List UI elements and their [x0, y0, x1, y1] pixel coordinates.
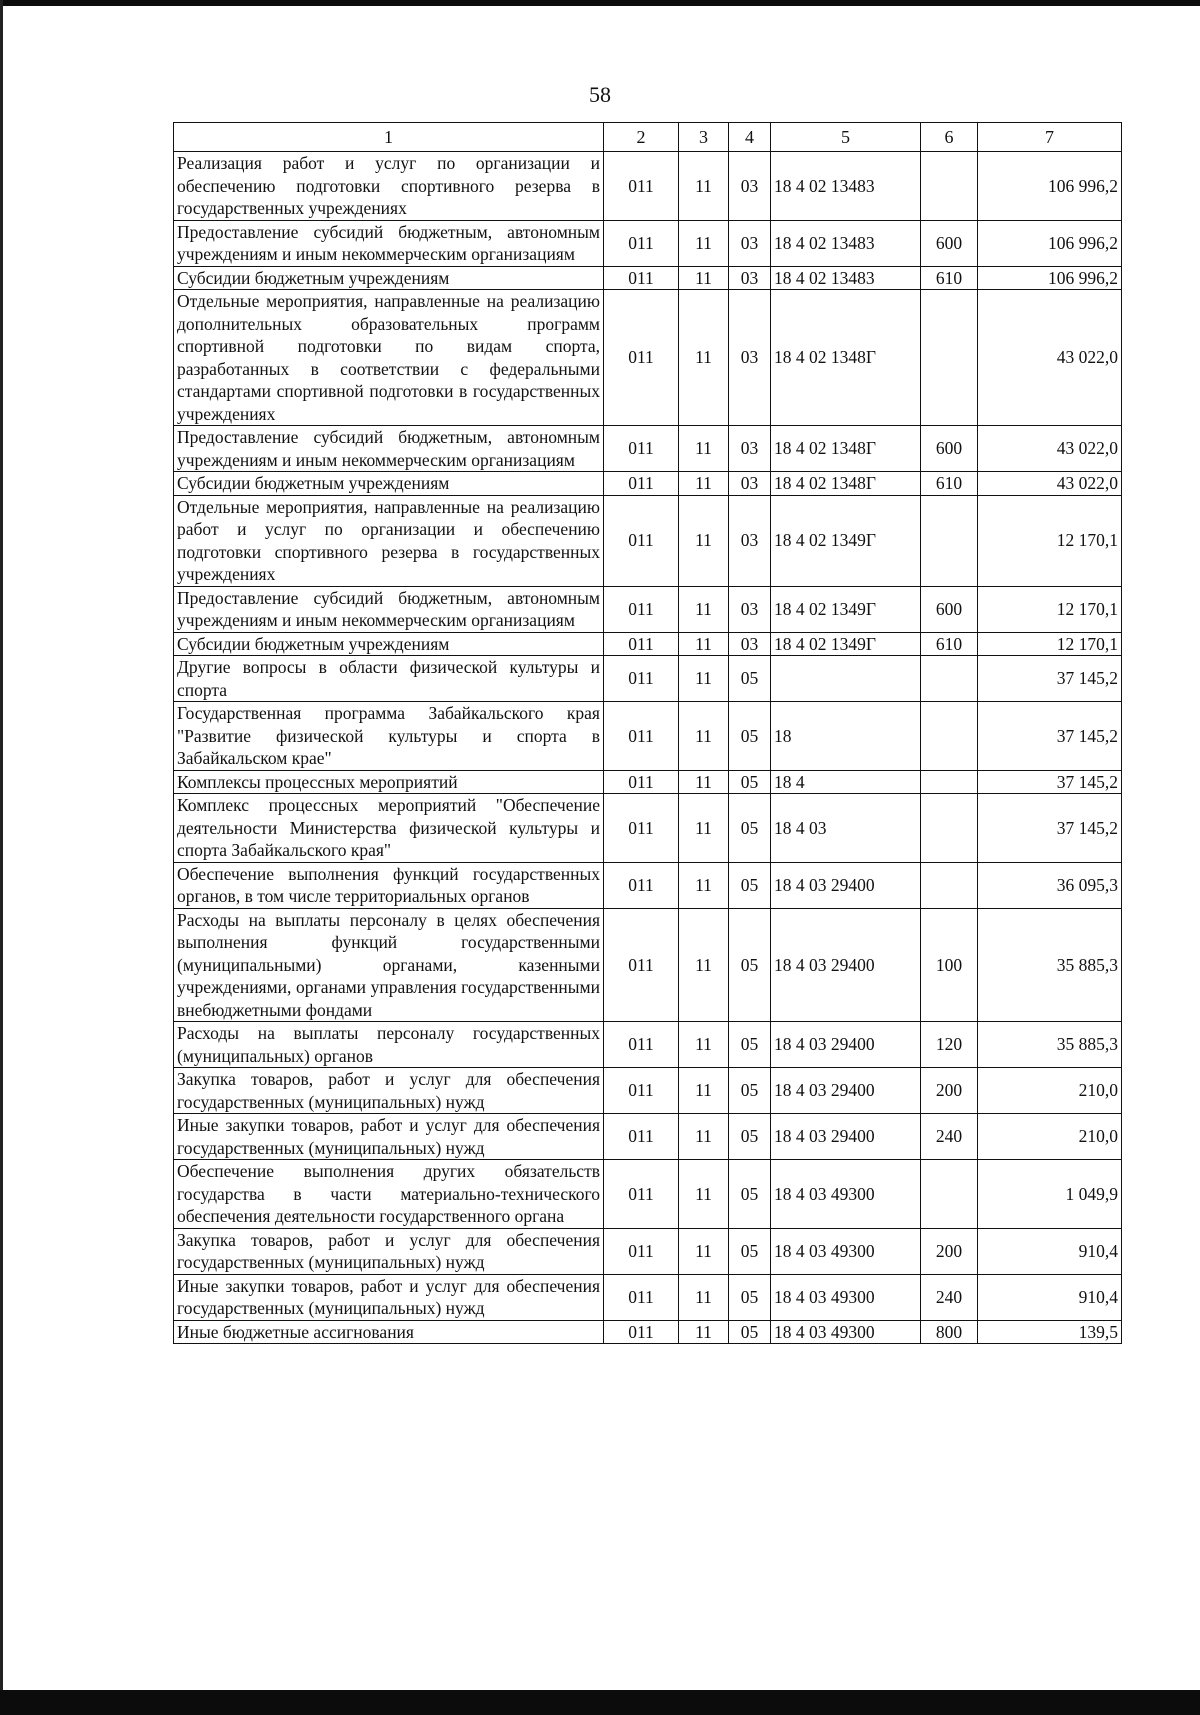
page-number: 58: [589, 82, 611, 107]
row-subsection-cell: 03: [729, 472, 771, 496]
row-expense-type-cell: [921, 290, 978, 426]
row-amount-cell: 106 996,2: [978, 152, 1122, 221]
row-name-cell: Государственная программа Забайкальского края "Развитие физической культуры и спорта в Забайкальском крае": [174, 702, 604, 771]
row-expense-type-cell: 600: [921, 220, 978, 266]
row-subsection-cell: 03: [729, 290, 771, 426]
row-name-cell: Иные закупки товаров, работ и услуг для обеспечения государственных (муниципальных) нужд: [174, 1114, 604, 1160]
row-target-article-cell: 18 4 02 13483: [771, 266, 921, 290]
row-ministry-code-cell: 011: [604, 495, 679, 586]
row-subsection-cell: 05: [729, 1114, 771, 1160]
table-row: [174, 1228, 1122, 1274]
row-subsection-cell: 05: [729, 1068, 771, 1114]
header-cell: 5: [771, 123, 921, 152]
row-amount-cell: 1 049,9: [978, 1160, 1122, 1229]
row-target-article-cell: 18 4 03 49300: [771, 1228, 921, 1274]
row-name-cell: Отдельные мероприятия, направленные на реализацию работ и услуг по организации и обеспечению подготовки спортивного резерва в государственных учреждениях: [174, 495, 604, 586]
row-name-cell: Обеспечение выполнения функций государственных органов, в том числе территориальных органов: [174, 862, 604, 908]
row-subsection-cell: 03: [729, 266, 771, 290]
row-target-article-cell: 18 4 03 49300: [771, 1160, 921, 1229]
table-row: [174, 152, 1122, 221]
row-amount-cell: 12 170,1: [978, 632, 1122, 656]
row-expense-type-cell: [921, 152, 978, 221]
row-target-article-cell: 18 4 02 1348Г: [771, 290, 921, 426]
row-ministry-code-cell: 011: [604, 1114, 679, 1160]
table-row: [174, 770, 1122, 794]
row-expense-type-cell: 120: [921, 1022, 978, 1068]
row-target-article-cell: 18 4 02 13483: [771, 220, 921, 266]
row-ministry-code-cell: 011: [604, 220, 679, 266]
row-expense-type-cell: [921, 495, 978, 586]
row-expense-type-cell: 610: [921, 266, 978, 290]
row-expense-type-cell: 100: [921, 908, 978, 1022]
row-section-cell: 11: [679, 1114, 729, 1160]
row-amount-cell: 210,0: [978, 1114, 1122, 1160]
row-amount-cell: 36 095,3: [978, 862, 1122, 908]
table-row: [174, 426, 1122, 472]
row-target-article-cell: 18 4 02 1349Г: [771, 632, 921, 656]
row-name-cell: Закупка товаров, работ и услуг для обеспечения государственных (муниципальных) нужд: [174, 1068, 604, 1114]
row-name-cell: Субсидии бюджетным учреждениям: [174, 632, 604, 656]
row-ministry-code-cell: 011: [604, 770, 679, 794]
row-name-cell: Субсидии бюджетным учреждениям: [174, 472, 604, 496]
row-target-article-cell: 18 4 02 1348Г: [771, 426, 921, 472]
row-amount-cell: 106 996,2: [978, 266, 1122, 290]
table-row: [174, 794, 1122, 863]
row-ministry-code-cell: 011: [604, 862, 679, 908]
scan-bottom-edge: [0, 1690, 1200, 1715]
table-row: [174, 586, 1122, 632]
row-target-article-cell: 18 4 03 29400: [771, 862, 921, 908]
row-amount-cell: 106 996,2: [978, 220, 1122, 266]
row-amount-cell: 37 145,2: [978, 656, 1122, 702]
header-cell: 3: [679, 123, 729, 152]
row-expense-type-cell: [921, 1160, 978, 1229]
row-name-cell: Иные закупки товаров, работ и услуг для обеспечения государственных (муниципальных) нужд: [174, 1274, 604, 1320]
row-name-cell: Обеспечение выполнения других обязательств государства в части материально-технического обеспечения деятельности государственного органа: [174, 1160, 604, 1229]
scan-left-edge: [0, 0, 3, 1715]
row-amount-cell: 910,4: [978, 1274, 1122, 1320]
row-section-cell: 11: [679, 1320, 729, 1344]
row-ministry-code-cell: 011: [604, 152, 679, 221]
row-name-cell: Субсидии бюджетным учреждениям: [174, 266, 604, 290]
row-amount-cell: 43 022,0: [978, 472, 1122, 496]
row-ministry-code-cell: 011: [604, 1274, 679, 1320]
table-row: [174, 1068, 1122, 1114]
row-ministry-code-cell: 011: [604, 656, 679, 702]
row-name-cell: Расходы на выплаты персоналу государственных (муниципальных) органов: [174, 1022, 604, 1068]
row-subsection-cell: 05: [729, 1274, 771, 1320]
row-name-cell: Комплекс процессных мероприятий "Обеспечение деятельности Министерства физической культуры и спорта Забайкальского края": [174, 794, 604, 863]
row-section-cell: 11: [679, 794, 729, 863]
row-subsection-cell: 05: [729, 862, 771, 908]
row-amount-cell: 37 145,2: [978, 770, 1122, 794]
header-cell: 7: [978, 123, 1122, 152]
row-subsection-cell: 05: [729, 702, 771, 771]
row-amount-cell: 35 885,3: [978, 908, 1122, 1022]
row-ministry-code-cell: 011: [604, 1320, 679, 1344]
row-section-cell: 11: [679, 220, 729, 266]
row-target-article-cell: 18 4 03 29400: [771, 1022, 921, 1068]
budget-table: [173, 122, 1122, 1344]
row-target-article-cell: 18 4 02 1348Г: [771, 472, 921, 496]
row-target-article-cell: 18 4 02 13483: [771, 152, 921, 221]
header-cell: 1: [174, 123, 604, 152]
row-subsection-cell: 03: [729, 426, 771, 472]
row-target-article-cell: 18 4 03 29400: [771, 1068, 921, 1114]
row-subsection-cell: 05: [729, 656, 771, 702]
row-expense-type-cell: 600: [921, 586, 978, 632]
row-section-cell: 11: [679, 1160, 729, 1229]
header-cell: 6: [921, 123, 978, 152]
row-section-cell: 11: [679, 702, 729, 771]
table-row: [174, 1022, 1122, 1068]
row-ministry-code-cell: 011: [604, 632, 679, 656]
row-name-cell: Предоставление субсидий бюджетным, автономным учреждениям и иным некоммерческим организациям: [174, 220, 604, 266]
row-section-cell: 11: [679, 426, 729, 472]
row-subsection-cell: 05: [729, 1022, 771, 1068]
row-section-cell: 11: [679, 908, 729, 1022]
row-amount-cell: 12 170,1: [978, 586, 1122, 632]
table-header-row: [174, 123, 1122, 152]
table-row: [174, 495, 1122, 586]
row-section-cell: 11: [679, 656, 729, 702]
row-amount-cell: 12 170,1: [978, 495, 1122, 586]
table-row: [174, 290, 1122, 426]
row-ministry-code-cell: 011: [604, 290, 679, 426]
table-row: [174, 656, 1122, 702]
row-ministry-code-cell: 011: [604, 1160, 679, 1229]
row-subsection-cell: 03: [729, 632, 771, 656]
table-row: [174, 1274, 1122, 1320]
row-target-article-cell: 18 4 02 1349Г: [771, 495, 921, 586]
row-ministry-code-cell: 011: [604, 1022, 679, 1068]
row-ministry-code-cell: 011: [604, 702, 679, 771]
row-expense-type-cell: [921, 770, 978, 794]
row-amount-cell: 37 145,2: [978, 794, 1122, 863]
row-amount-cell: 210,0: [978, 1068, 1122, 1114]
row-expense-type-cell: [921, 656, 978, 702]
row-section-cell: 11: [679, 266, 729, 290]
row-ministry-code-cell: 011: [604, 794, 679, 863]
row-section-cell: 11: [679, 862, 729, 908]
row-ministry-code-cell: 011: [604, 908, 679, 1022]
row-section-cell: 11: [679, 290, 729, 426]
row-subsection-cell: 03: [729, 220, 771, 266]
row-amount-cell: 35 885,3: [978, 1022, 1122, 1068]
row-subsection-cell: 05: [729, 770, 771, 794]
row-name-cell: Другие вопросы в области физической культуры и спорта: [174, 656, 604, 702]
row-name-cell: Расходы на выплаты персоналу в целях обеспечения выполнения функций государственными (муниципальными) органами, казенными учреждениями, органами управления государственными внебюджетными фондами: [174, 908, 604, 1022]
table-row: [174, 862, 1122, 908]
row-expense-type-cell: 600: [921, 426, 978, 472]
row-target-article-cell: 18 4 02 1349Г: [771, 586, 921, 632]
row-name-cell: Иные бюджетные ассигнования: [174, 1320, 604, 1344]
row-ministry-code-cell: 011: [604, 266, 679, 290]
row-target-article-cell: 18 4 03 29400: [771, 1114, 921, 1160]
row-expense-type-cell: [921, 862, 978, 908]
row-subsection-cell: 03: [729, 152, 771, 221]
row-target-article-cell: 18 4 03: [771, 794, 921, 863]
row-section-cell: 11: [679, 586, 729, 632]
row-amount-cell: 139,5: [978, 1320, 1122, 1344]
table-row: [174, 702, 1122, 771]
row-ministry-code-cell: 011: [604, 472, 679, 496]
row-ministry-code-cell: 011: [604, 1228, 679, 1274]
row-subsection-cell: 03: [729, 586, 771, 632]
row-target-article-cell: [771, 656, 921, 702]
row-section-cell: 11: [679, 632, 729, 656]
row-section-cell: 11: [679, 152, 729, 221]
row-subsection-cell: 05: [729, 908, 771, 1022]
table-row: [174, 266, 1122, 290]
row-amount-cell: 37 145,2: [978, 702, 1122, 771]
table-row: [174, 1114, 1122, 1160]
row-subsection-cell: 05: [729, 1320, 771, 1344]
row-name-cell: Комплексы процессных мероприятий: [174, 770, 604, 794]
row-expense-type-cell: [921, 794, 978, 863]
row-expense-type-cell: 240: [921, 1274, 978, 1320]
row-expense-type-cell: [921, 702, 978, 771]
row-subsection-cell: 05: [729, 1160, 771, 1229]
table-row: [174, 220, 1122, 266]
row-target-article-cell: 18 4 03 49300: [771, 1274, 921, 1320]
table-row: [174, 632, 1122, 656]
row-name-cell: Отдельные мероприятия, направленные на реализацию дополнительных образовательных программ спортивной подготовки по видам спорта, разработанных в соответствии с федеральными стандартами спортивной подготовки в государственных учреждениях: [174, 290, 604, 426]
row-section-cell: 11: [679, 1228, 729, 1274]
header-cell: 4: [729, 123, 771, 152]
scan-top-edge: [0, 0, 1200, 6]
row-ministry-code-cell: 011: [604, 1068, 679, 1114]
row-section-cell: 11: [679, 472, 729, 496]
row-name-cell: Реализация работ и услуг по организации и обеспечению подготовки спортивного резерва в государственных учреждениях: [174, 152, 604, 221]
row-section-cell: 11: [679, 1274, 729, 1320]
row-expense-type-cell: 610: [921, 472, 978, 496]
row-target-article-cell: 18 4 03 49300: [771, 1320, 921, 1344]
row-subsection-cell: 05: [729, 1228, 771, 1274]
row-expense-type-cell: 610: [921, 632, 978, 656]
row-amount-cell: 43 022,0: [978, 290, 1122, 426]
header-cell: 2: [604, 123, 679, 152]
row-ministry-code-cell: 011: [604, 586, 679, 632]
row-subsection-cell: 05: [729, 794, 771, 863]
row-expense-type-cell: 200: [921, 1228, 978, 1274]
table-row: [174, 908, 1122, 1022]
row-amount-cell: 43 022,0: [978, 426, 1122, 472]
row-section-cell: 11: [679, 1022, 729, 1068]
table-row: [174, 1160, 1122, 1229]
row-name-cell: Предоставление субсидий бюджетным, автономным учреждениям и иным некоммерческим организациям: [174, 586, 604, 632]
row-amount-cell: 910,4: [978, 1228, 1122, 1274]
table-row: [174, 1320, 1122, 1344]
row-expense-type-cell: 240: [921, 1114, 978, 1160]
row-section-cell: 11: [679, 770, 729, 794]
row-target-article-cell: 18: [771, 702, 921, 771]
row-section-cell: 11: [679, 1068, 729, 1114]
table-row: [174, 472, 1122, 496]
row-section-cell: 11: [679, 495, 729, 586]
row-expense-type-cell: 800: [921, 1320, 978, 1344]
row-name-cell: Закупка товаров, работ и услуг для обеспечения государственных (муниципальных) нужд: [174, 1228, 604, 1274]
row-expense-type-cell: 200: [921, 1068, 978, 1114]
row-target-article-cell: 18 4 03 29400: [771, 908, 921, 1022]
row-target-article-cell: 18 4: [771, 770, 921, 794]
row-name-cell: Предоставление субсидий бюджетным, автономным учреждениям и иным некоммерческим организациям: [174, 426, 604, 472]
row-ministry-code-cell: 011: [604, 426, 679, 472]
row-subsection-cell: 03: [729, 495, 771, 586]
